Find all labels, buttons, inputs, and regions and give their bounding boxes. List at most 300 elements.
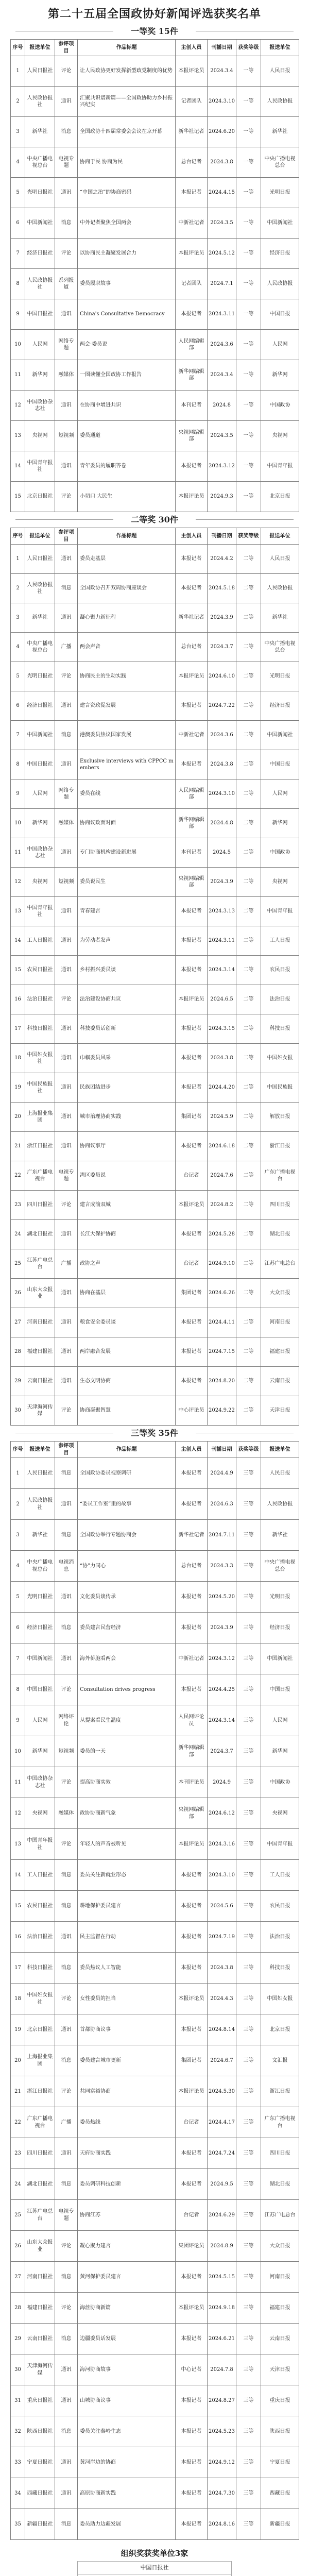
cell-title: 在协商中增进共识 [78, 391, 176, 421]
cell-unit2: 广东广播电视台 [261, 2107, 299, 2138]
cell-title: 委员热议人工智能 [78, 1953, 176, 1984]
cell-item: 通讯 [55, 1582, 78, 1613]
cell-level: 二等 [236, 1161, 261, 1191]
cell-date: 2024.3.7 [208, 633, 236, 662]
cell-date: 2024.7.15 [208, 1337, 236, 1367]
cell-no: 17 [11, 1014, 25, 1044]
cell-title: 凝心聚力建言 [78, 2231, 176, 2262]
cell-date: 2024.3.5 [208, 421, 236, 451]
cell-item: 评论 [55, 2231, 78, 2262]
cell-unit: 新华网 [25, 1736, 55, 1767]
cell-unit: 重庆日报社 [25, 2385, 55, 2416]
cell-unit2: 文汇报 [261, 2045, 299, 2076]
table-row [11, 809, 299, 838]
cell-title: Exclusive interviews with CPPCC members [78, 750, 176, 779]
cell-item: 评论 [55, 1829, 78, 1860]
cell-creator: 集团评论员 [176, 2231, 208, 2262]
cell-level: 一等 [236, 391, 261, 421]
table-row [11, 2509, 299, 2540]
table-row [11, 2447, 299, 2478]
cell-title: 协商议事厅 [78, 1132, 176, 1161]
cell-no: 29 [11, 1367, 25, 1396]
cell-unit: 新华社 [25, 1520, 55, 1551]
column-header: 参评项目 [55, 528, 78, 545]
cell-no: 32 [11, 2416, 25, 2447]
cell-title: 提高协商实效 [78, 1767, 176, 1798]
cell-item: 通讯 [55, 750, 78, 779]
cell-unit: 经济日报社 [25, 239, 55, 269]
cell-level: 三等 [236, 1705, 261, 1736]
cell-no: 33 [11, 2447, 25, 2478]
cell-unit: 新华社 [25, 117, 55, 147]
cell-date: 2024.8.2 [208, 1191, 236, 1220]
cell-unit2: 经济日报 [261, 691, 299, 721]
cell-unit2: 河南日报 [261, 2262, 299, 2293]
cell-unit2: 新华网 [261, 809, 299, 838]
cell-unit2: 中央广播电视总台 [261, 633, 299, 662]
table-row [11, 1767, 299, 1798]
cell-title: 法治建设协商共议 [78, 985, 176, 1014]
cell-creator: 本报记者 [176, 1674, 208, 1705]
cell-no: 8 [11, 269, 25, 299]
cell-item: 广播 [55, 1249, 78, 1279]
cell-item: 电视专题 [55, 2200, 78, 2231]
cell-creator: 本报记者 [176, 2138, 208, 2169]
cell-title: 海丝协商新篇 [78, 2293, 176, 2324]
cell-title: 建言资政促发展 [78, 691, 176, 721]
table-row [11, 56, 299, 87]
cell-title: 建言成渝双城 [78, 1191, 176, 1220]
cell-unit: 中国青年报社 [25, 1829, 55, 1860]
cell-creator: 本报记者 [176, 2262, 208, 2293]
cell-date: 2024.3.8 [208, 1953, 236, 1984]
cell-unit2: 新华网 [261, 1736, 299, 1767]
cell-date: 2024.3.12 [208, 1643, 236, 1674]
cell-no: 20 [11, 2045, 25, 2076]
cell-date: 2024.4.9 [208, 1458, 236, 1489]
cell-creator: 本报记者 [176, 1891, 208, 1922]
cell-item: 通讯 [55, 1132, 78, 1161]
cell-unit: 四川日报社 [25, 2138, 55, 2169]
cell-title: 城市治理协商实践 [78, 1103, 176, 1132]
table-row [11, 1551, 299, 1582]
cell-unit: 光明日报社 [25, 662, 55, 691]
cell-no: 17 [11, 1953, 25, 1984]
table-row [11, 1891, 299, 1922]
cell-creator: 本报评论员 [176, 56, 208, 87]
cell-creator: 本报记者 [176, 1337, 208, 1367]
cell-unit: 中国日报社 [25, 750, 55, 779]
cell-level: 三等 [236, 1613, 261, 1643]
cell-title: 政协协商新气象 [78, 1798, 176, 1829]
cell-unit2: 经济日报 [261, 239, 299, 269]
cell-unit: 中国日报社 [25, 299, 55, 330]
cell-item: 网络专题 [55, 779, 78, 809]
cell-no: 26 [11, 1279, 25, 1308]
cell-level: 三等 [236, 1984, 261, 2014]
cell-creator: 总台记者 [176, 147, 208, 178]
cell-item: 消息 [55, 1520, 78, 1551]
cell-date: 2024.4.17 [208, 2107, 236, 2138]
cell-unit: 光明日报社 [25, 1582, 55, 1613]
cell-date: 2024.6.7 [208, 2045, 236, 2076]
cell-item: 通讯 [55, 2138, 78, 2169]
cell-unit2: 工人日报 [261, 1860, 299, 1891]
table-row [11, 1308, 299, 1337]
cell-title: 汇聚共识谱新篇——全国政协助力乡村振兴纪实 [78, 87, 176, 117]
cell-level: 一等 [236, 87, 261, 117]
cell-item: 融媒体 [55, 1798, 78, 1829]
cell-no: 28 [11, 1337, 25, 1367]
cell-no: 4 [11, 1551, 25, 1582]
cell-title: 海河协商故事 [78, 2354, 176, 2385]
column-header: 报送单位 [25, 528, 55, 545]
cell-unit: 陕西日报社 [25, 2416, 55, 2447]
cell-date: 2024.5.18 [208, 574, 236, 603]
cell-date: 2024.6.5 [208, 985, 236, 1014]
cell-item: 评论 [55, 239, 78, 269]
table-row [11, 1736, 299, 1767]
cell-unit: 经济日报社 [25, 1613, 55, 1643]
cell-item: 通讯 [55, 1337, 78, 1367]
cell-unit: 中国妇女报社 [25, 1044, 55, 1073]
cell-level: 二等 [236, 1396, 261, 1426]
cell-date: 2024.3.9 [208, 868, 236, 897]
table-row [11, 1073, 299, 1103]
cell-date: 2024.6.10 [208, 662, 236, 691]
column-header: 主创人员 [176, 528, 208, 545]
cell-item: 通讯 [55, 545, 78, 574]
cell-unit: 中国民族报社 [25, 1073, 55, 1103]
cell-unit2: 科技日报 [261, 1953, 299, 1984]
cell-unit: 农民日报社 [25, 956, 55, 985]
cell-no: 3 [11, 603, 25, 633]
cell-level: 二等 [236, 1044, 261, 1073]
cell-item: 评论 [55, 662, 78, 691]
cell-unit2: 江苏广电总台 [261, 2200, 299, 2231]
cell-no: 12 [11, 1798, 25, 1829]
cell-no: 11 [11, 1767, 25, 1798]
cell-unit2: 中国青年报 [261, 1829, 299, 1860]
cell-unit2: 大众日报 [261, 2231, 299, 2262]
cell-no: 30 [11, 1396, 25, 1426]
cell-unit: 湖北日报社 [25, 1220, 55, 1249]
cell-no: 21 [11, 2076, 25, 2107]
cell-creator: 本报记者 [176, 178, 208, 208]
cell-level: 三等 [236, 1798, 261, 1829]
table-row [11, 2293, 299, 2324]
table-row [11, 691, 299, 721]
cell-no: 15 [11, 482, 25, 512]
cell-date: 2024.6.20 [208, 117, 236, 147]
cell-unit2: 重庆日报 [261, 2385, 299, 2416]
cell-title: 湾区委员说 [78, 1161, 176, 1191]
column-header: 报送单位 [261, 528, 299, 545]
column-header: 获奖等级 [236, 528, 261, 545]
cell-item: 评论 [55, 56, 78, 87]
column-header: 序号 [11, 528, 25, 545]
section-title: 一等奖 15件 [131, 26, 178, 36]
cell-unit2: 央视网 [261, 868, 299, 897]
cell-no: 22 [11, 2107, 25, 2138]
cell-unit: 中国政协杂志社 [25, 1767, 55, 1798]
cell-date: 2024.4.20 [208, 1073, 236, 1103]
cell-unit2: 湖北日报 [261, 1220, 299, 1249]
cell-creator: 台记者 [176, 2200, 208, 2231]
cell-no: 31 [11, 2385, 25, 2416]
cell-unit: 中国新闻社 [25, 1643, 55, 1674]
cell-creator: 人民网编辑部 [176, 330, 208, 360]
cell-unit: 天津海河传媒 [25, 2354, 55, 2385]
cell-level: 二等 [236, 633, 261, 662]
cell-no: 13 [11, 421, 25, 451]
cell-item: 通讯 [55, 2014, 78, 2045]
cell-title: 耕地保护委员建言 [78, 1891, 176, 1922]
cell-unit2: 中央广播电视总台 [261, 147, 299, 178]
cell-no: 29 [11, 2324, 25, 2354]
cell-date: 2024.5.30 [208, 2076, 236, 2107]
cell-unit2: 人民网 [261, 330, 299, 360]
cell-unit: 北京日报社 [25, 2014, 55, 2045]
cell-creator: 本刊记者 [176, 838, 208, 868]
cell-unit2: 人民日报 [261, 1458, 299, 1489]
cell-date: 2024.3.10 [208, 1860, 236, 1891]
cell-creator: 本报记者 [176, 299, 208, 330]
cell-title: 女性委员的担当 [78, 1984, 176, 2014]
cell-level: 三等 [236, 2169, 261, 2200]
cell-no: 4 [11, 633, 25, 662]
cell-unit2: 浙江日报 [261, 1132, 299, 1161]
cell-level: 一等 [236, 299, 261, 330]
cell-item: 通讯 [55, 1044, 78, 1073]
table-row [11, 1458, 299, 1489]
cell-date: 2024.7.19 [208, 1922, 236, 1953]
cell-level: 二等 [236, 1073, 261, 1103]
cell-unit: 新华网 [25, 809, 55, 838]
cell-unit: 新疆日报社 [25, 2509, 55, 2540]
cell-unit: 央视网 [25, 868, 55, 897]
cell-level: 二等 [236, 1220, 261, 1249]
cell-level: 二等 [236, 809, 261, 838]
cell-unit: 人民政协报社 [25, 574, 55, 603]
cell-unit: 人民政协报社 [25, 87, 55, 117]
cell-date: 2024.9.12 [208, 2447, 236, 2478]
cell-level: 三等 [236, 2385, 261, 2416]
table-row [11, 482, 299, 512]
cell-unit: 工人日报社 [25, 1860, 55, 1891]
cell-level: 三等 [236, 2045, 261, 2076]
cell-item: 通讯 [55, 1103, 78, 1132]
cell-unit2: 云南日报 [261, 1367, 299, 1396]
cell-unit: 人民日报社 [25, 545, 55, 574]
cell-date: 2024.3.10 [208, 779, 236, 809]
cell-level: 二等 [236, 1308, 261, 1337]
table-row [11, 1860, 299, 1891]
cell-creator: 新华社记者 [176, 117, 208, 147]
cell-no: 9 [11, 779, 25, 809]
cell-level: 二等 [236, 868, 261, 897]
cell-item: 通讯 [55, 691, 78, 721]
cell-item: 广播 [55, 2107, 78, 2138]
cell-unit2: 人民政协报 [261, 574, 299, 603]
cell-item: 电视专题 [55, 1161, 78, 1191]
cell-creator: 本报记者 [176, 1014, 208, 1044]
cell-title: 委员热线 [78, 2107, 176, 2138]
table-row [11, 1520, 299, 1551]
section-heading [0, 512, 309, 528]
cell-level: 三等 [236, 1922, 261, 1953]
cell-unit2: 四川日报 [261, 2138, 299, 2169]
table-row [11, 868, 299, 897]
cell-unit: 中国青年报社 [25, 897, 55, 926]
cell-level: 二等 [236, 721, 261, 750]
cell-unit: 中国政协杂志社 [25, 838, 55, 868]
cell-unit2: 央视网 [261, 1798, 299, 1829]
cell-title: 年轻人的声音被听见 [78, 1829, 176, 1860]
cell-unit2: 中央广播电视总台 [261, 1551, 299, 1582]
cell-title: 委员关注新就业形态 [78, 1860, 176, 1891]
cell-title: 两会声音 [78, 633, 176, 662]
table-row [11, 2262, 299, 2293]
org-award-item: 中国日报社 [77, 2561, 232, 2574]
cell-item: 评论 [55, 985, 78, 1014]
cell-item: 通讯 [55, 926, 78, 956]
cell-item: 通讯 [55, 603, 78, 633]
cell-no: 5 [11, 178, 25, 208]
cell-item: 通讯 [55, 178, 78, 208]
cell-no: 24 [11, 1220, 25, 1249]
cell-creator: 本报记者 [176, 2014, 208, 2045]
page-title: 第二十五届全国政协好新闻评选获奖名单 [47, 7, 261, 21]
cell-level: 二等 [236, 926, 261, 956]
cell-date: 2024.3.9 [208, 1613, 236, 1643]
table-row [11, 2200, 299, 2231]
cell-level: 二等 [236, 1191, 261, 1220]
cell-date: 2024.8 [208, 391, 236, 421]
cell-no: 20 [11, 1103, 25, 1132]
cell-date: 2024.3.14 [208, 956, 236, 985]
cell-date: 2024.8.27 [208, 2385, 236, 2416]
cell-no: 1 [11, 56, 25, 87]
cell-level: 一等 [236, 330, 261, 360]
section-title: 二等奖 30件 [131, 515, 178, 524]
cell-creator: 本报评论员 [176, 239, 208, 269]
cell-item: 消息 [55, 117, 78, 147]
cell-item: 通讯 [55, 2478, 78, 2509]
cell-unit2: 农民日报 [261, 956, 299, 985]
cell-creator: 中新社记者 [176, 1643, 208, 1674]
cell-title: 中外记者聚焦全国两会 [78, 208, 176, 239]
table-row [11, 1984, 299, 2014]
cell-creator: 本刊评论员 [176, 1767, 208, 1798]
cell-no: 5 [11, 662, 25, 691]
cell-no: 25 [11, 2200, 25, 2231]
cell-creator: 台记者 [176, 2107, 208, 2138]
cell-creator: 央视网编辑部 [176, 421, 208, 451]
cell-title: 委员的一天 [78, 1736, 176, 1767]
cell-item: 通讯 [55, 299, 78, 330]
cell-item: 评论 [55, 1396, 78, 1426]
cell-level: 三等 [236, 2076, 261, 2107]
cell-level: 一等 [236, 360, 261, 391]
cell-date: 2024.3.8 [208, 147, 236, 178]
cell-level: 一等 [236, 147, 261, 178]
table-row [11, 2138, 299, 2169]
column-header: 刊播日期 [208, 528, 236, 545]
cell-creator: 总台记者 [176, 1551, 208, 1582]
cell-unit2: 云南日报 [261, 2324, 299, 2354]
cell-unit2: 人民日报 [261, 56, 299, 87]
org-award-list [77, 2561, 232, 2576]
cell-date: 2024.3.8 [208, 1044, 236, 1073]
cell-unit: 央视网 [25, 421, 55, 451]
cell-creator: 记者团队 [176, 269, 208, 299]
cell-date: 2024.6.26 [208, 1279, 236, 1308]
cell-date: 2024.6.18 [208, 1132, 236, 1161]
cell-unit2: 中国政协 [261, 391, 299, 421]
table-row [11, 1613, 299, 1643]
cell-title: 山城协商议事 [78, 2385, 176, 2416]
cell-unit: 法治日报社 [25, 985, 55, 1014]
cell-no: 6 [11, 208, 25, 239]
cell-title: 为劳动者发声 [78, 926, 176, 956]
cell-title: 青年委员的履职答卷 [78, 451, 176, 482]
cell-unit: 广东广播电视台 [25, 2107, 55, 2138]
cell-unit2: 河南日报 [261, 1308, 299, 1337]
cell-title: 民主监督在行动 [78, 1922, 176, 1953]
cell-creator: 本报记者 [176, 2509, 208, 2540]
cell-no: 7 [11, 239, 25, 269]
cell-creator: 本报记者 [176, 897, 208, 926]
cell-unit: 工人日报社 [25, 926, 55, 956]
cell-item: 通讯 [55, 2354, 78, 2385]
cell-date: 2024.5.23 [208, 2416, 236, 2447]
cell-level: 一等 [236, 239, 261, 269]
cell-date: 2024.3.5 [208, 208, 236, 239]
cell-date: 2024.3.6 [208, 330, 236, 360]
cell-no: 19 [11, 2014, 25, 2045]
cell-creator: 本报评论员 [176, 1984, 208, 2014]
cell-creator: 本报评论员 [176, 1829, 208, 1860]
cell-item: 通讯 [55, 1279, 78, 1308]
cell-unit2: 中国妇女报 [261, 1044, 299, 1073]
cell-unit: 北京日报社 [25, 482, 55, 512]
column-header: 刊播日期 [208, 1442, 236, 1458]
column-header: 报送单位 [25, 40, 55, 56]
cell-unit2: 人民网 [261, 1705, 299, 1736]
table-header-row [11, 528, 299, 545]
award-table [10, 1441, 299, 2540]
cell-creator: 中心评论员 [176, 1396, 208, 1426]
cell-title: 小切口 大民生 [78, 482, 176, 512]
cell-date: 2024.5.20 [208, 1582, 236, 1613]
cell-unit2: 人民政协报 [261, 269, 299, 299]
cell-no: 3 [11, 1520, 25, 1551]
table-row [11, 2169, 299, 2200]
cell-creator: 央视网编辑部 [176, 1798, 208, 1829]
cell-unit: 云南日报社 [25, 1367, 55, 1396]
cell-title: 一图读懂全国政协工作报告 [78, 360, 176, 391]
cell-item: 通讯 [55, 1308, 78, 1337]
cell-unit: 央视网 [25, 1798, 55, 1829]
cell-item: 短视频 [55, 1736, 78, 1767]
table-row [11, 117, 299, 147]
award-table [10, 528, 299, 1426]
cell-item: 评论 [55, 2076, 78, 2107]
cell-creator: 集团记者 [176, 1103, 208, 1132]
cell-no: 8 [11, 1674, 25, 1705]
cell-no: 24 [11, 2169, 25, 2200]
